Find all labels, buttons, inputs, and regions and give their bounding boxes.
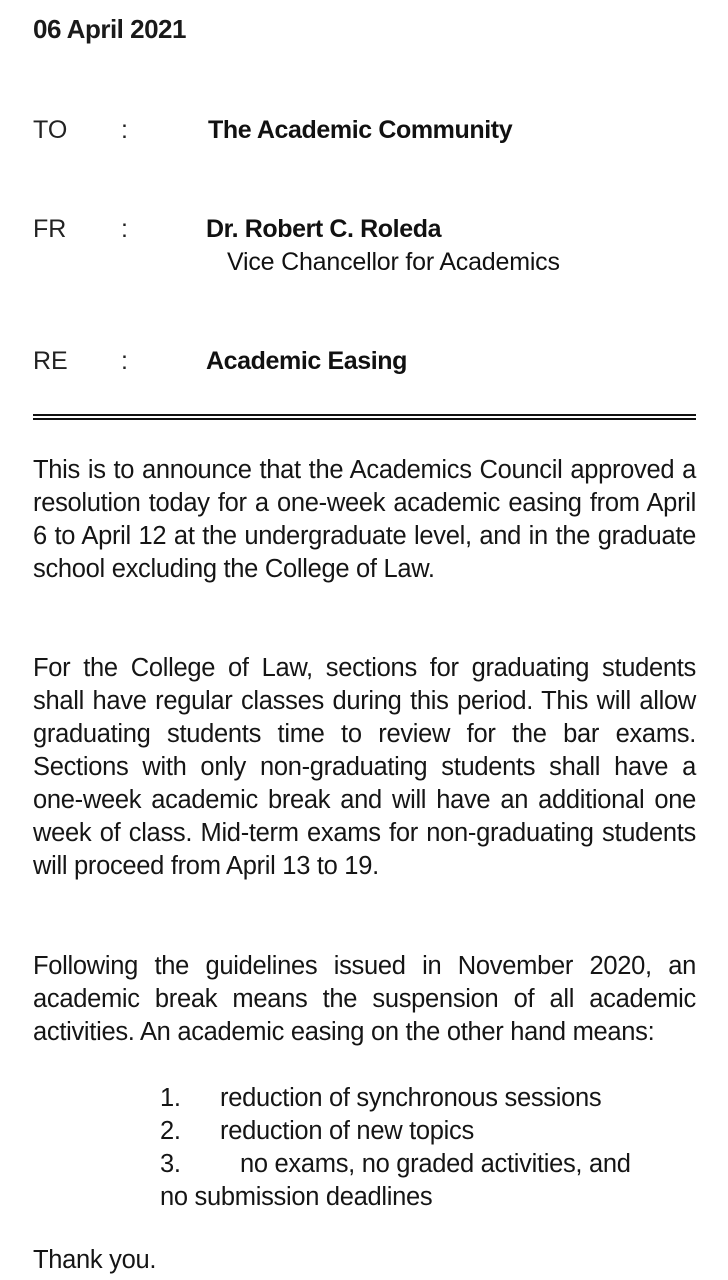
list-item-text: reduction of synchronous sessions [220, 1084, 602, 1112]
double-rule-divider [33, 414, 696, 420]
header-from-value: Dr. Robert C. Roleda [206, 215, 442, 243]
list-item [160, 1115, 696, 1148]
list-item-continuation: no submission deadlines [160, 1183, 433, 1211]
header-re-label: RE [33, 347, 68, 375]
header-from-title: Vice Chancellor for Academics [227, 248, 560, 276]
paragraph-guidelines: Following the guidelines issued in November 2020, an academic break means the suspension of all academic activities. An academic easing on the other hand means: [33, 952, 696, 1046]
list-item-number: 1. [160, 1084, 181, 1112]
list-item [160, 1148, 696, 1211]
list-item-text: reduction of new topics [220, 1117, 474, 1145]
closing-thank-you: Thank you. [33, 1246, 157, 1274]
header-to-colon: : [121, 116, 128, 144]
list-item-text: no exams, no graded activities, and [240, 1150, 631, 1178]
memo-date: 06 April 2021 [33, 14, 186, 44]
header-re-colon: : [121, 347, 128, 375]
list-item-number: 3. [160, 1150, 181, 1178]
list-item-number: 2. [160, 1117, 181, 1145]
list-item [160, 1082, 696, 1115]
header-to-value: The Academic Community [208, 116, 513, 144]
header-to-label: TO [33, 116, 68, 144]
paragraph-college-of-law: For the College of Law, sections for graduating students shall have regular classes during this period. This will allow graduating students time to review for the bar exams. Sections with only non-graduating students shall have a one-week academic break and will have an additional one week of class. Mid-term exams for non-graduating students will proceed from April 13 to 19. [33, 654, 696, 880]
header-from-colon: : [121, 215, 128, 243]
easing-list [160, 1082, 696, 1211]
header-from-label: FR [33, 215, 67, 243]
paragraph-announcement: This is to announce that the Academics Council approved a resolution today for a one-week academic easing from April 6 to April 12 at the undergraduate level, and in the graduate school excluding the College of Law. [33, 456, 696, 583]
header-re-value: Academic Easing [206, 347, 408, 375]
